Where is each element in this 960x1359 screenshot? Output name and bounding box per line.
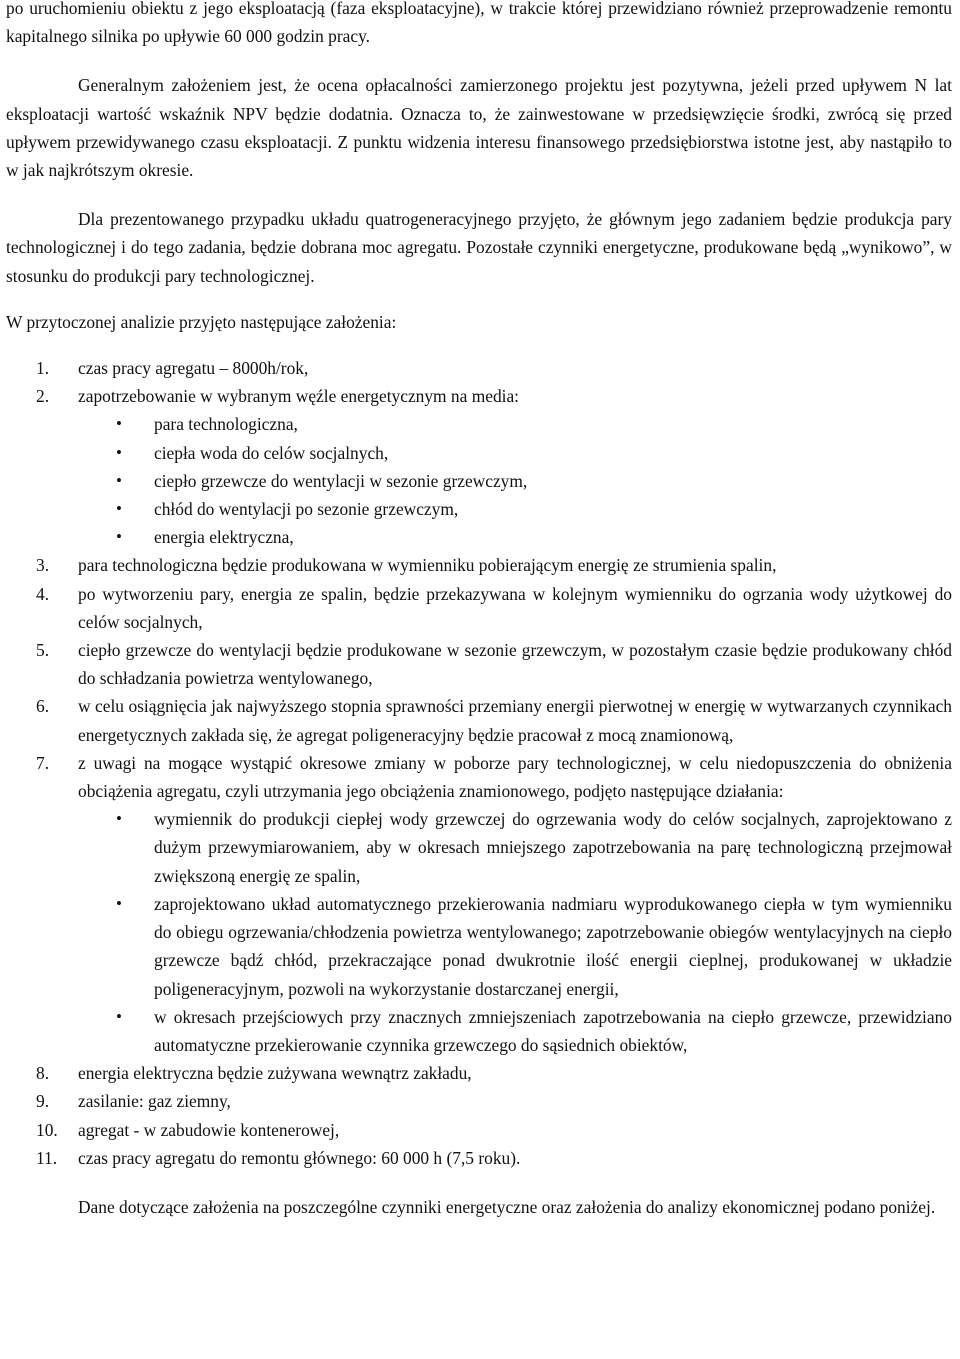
list-item: [6, 1116, 952, 1144]
actions-bullet-list: [78, 805, 952, 1059]
list-item: [6, 692, 952, 748]
list-number: 6.: [36, 696, 50, 717]
list-number: 8.: [36, 1063, 50, 1084]
list-number: 7.: [36, 752, 50, 773]
bullet-icon: •: [116, 527, 122, 547]
bullet-text: w okresach przejściowych przy znacznych zmniejszeniach zapotrzebowania na ciepło grzewcze, przewidziano automatyczne przekierowanie czynnika grzewczego do sąsiednich obiektów,: [154, 1006, 952, 1055]
list-item-text: czas pracy agregatu – 8000h/rok,: [78, 358, 309, 379]
bullet-item: [78, 467, 952, 495]
paragraph-quatrogeneration: Dla prezentowanego przypadku układu quatrogeneracyjnego przyjęto, że głównym jego zadaniem będzie produkcja pary technologicznej i do tego zadania, będzie dobrana moc agregatu. Pozostałe czynniki energetyczne, produkowane będą „wynikowo”, w stosunku do produkcji pary technologicznej.: [6, 209, 952, 286]
list-number: 3.: [36, 555, 50, 576]
bullet-text: zaprojektowano układ automatycznego przekierowania nadmiaru wyprodukowanego ciepła w tym wymienniku do obiegu ogrzewania/chłodzenia powietrza wentylowanego; zapotrzebowanie obiegów wentylacyjnych na ciepło grzewcze bądź chłód, przekraczające ponad dwukrotnie ilość energii cieplnej, produkowanej w układzie poligeneracyjnym, pozwoli na wykorzystanie dostarczanej energii,: [154, 893, 952, 999]
list-number: 9.: [36, 1091, 50, 1112]
bullet-icon: •: [116, 893, 122, 913]
bullet-item: [78, 495, 952, 523]
list-item-text: czas pracy agregatu do remontu głównego: 60 000 h (7,5 roku).: [78, 1147, 521, 1168]
list-item: [6, 1144, 952, 1172]
bullet-text: wymiennik do produkcji ciepłej wody grzewczej do ogrzewania wody do celów socjalnych, zaprojektowano z dużym przewymiarowaniem, aby w okresach mniejszego zapotrzebowania na parę technologiczną przejmował zwiększoną energię ze spalin,: [154, 809, 952, 886]
bullet-item: [78, 439, 952, 467]
bullet-item: [78, 890, 952, 1003]
list-number: 1.: [36, 358, 50, 379]
bullet-item: [78, 523, 952, 551]
list-item-text: w celu osiągnięcia jak najwyższego stopnia sprawności przemiany energii pierwotnej w energię w wytwarzanych czynnikach energetycznych zakłada się, że agregat poligeneracyjny będzie pracował z mocą znamionową,: [78, 696, 952, 745]
list-item-text: zasilanie: gaz ziemny,: [78, 1091, 231, 1112]
list-item: [6, 636, 952, 692]
bullet-icon: •: [116, 809, 122, 829]
paragraph-intro-continuation: po uruchomieniu obiektu z jego eksploatacją (faza eksploatacyjne), w trakcie której przewidziano również przeprowadzenie remontu kapitalnego silnika po upływie 60 000 godzin pracy.: [6, 0, 952, 47]
bullet-text: ciepła woda do celów socjalnych,: [154, 442, 389, 463]
paragraph-assumptions-intro: W przytoczonej analizie przyjęto następujące założenia:: [6, 311, 397, 332]
paragraph-npv-assumption: Generalnym założeniem jest, że ocena opłacalności zamierzonego projektu jest pozytywna, jeżeli przed upływem N lat eksploatacji wartość wskaźnik NPV będzie dodatnia. Oznacza to, że zainwestowane w przedsięwzięcie środki, zwrócą się przed upływem przewidywanego czasu eksploatacji. Z punktu widzenia interesu finansowego przedsiębiorstwa istotne jest, aby nastąpiło to w jak najkrótszym okresie.: [6, 75, 952, 181]
list-item: [6, 1087, 952, 1115]
list-item: [6, 749, 952, 1059]
bullet-icon: •: [116, 442, 122, 462]
list-item: [6, 1059, 952, 1087]
bullet-text: para technologiczna,: [154, 414, 298, 435]
list-item-text: z uwagi na mogące wystąpić okresowe zmiany w poborze pary technologicznej, w celu niedopuszczenia do obniżenia obciążenia agregatu, czyli utrzymania jego obciążenia znamionowego, podjęto następujące działania:: [78, 752, 952, 802]
bullet-text: energia elektryczna,: [154, 527, 294, 548]
paragraph-closing: Dane dotyczące założenia na poszczególne czynniki energetyczne oraz założenia do analizy ekonomicznej podano poniżej.: [78, 1196, 936, 1217]
bullet-text: chłód do wentylacji po sezonie grzewczym,: [154, 499, 459, 520]
list-item-text: agregat - w zabudowie kontenerowej,: [78, 1119, 340, 1140]
list-item-text: energia elektryczna będzie zużywana wewnątrz zakładu,: [78, 1063, 472, 1084]
list-item-text: ciepło grzewcze do wentylacji będzie produkowane w sezonie grzewczym, w pozostałym czasie będzie produkowany chłód do schładzania powietrza wentylowanego,: [78, 640, 952, 689]
list-item-text: zapotrzebowanie w wybranym węźle energetycznym na media:: [78, 386, 520, 407]
list-item: [6, 580, 952, 636]
list-number: 2.: [36, 386, 50, 407]
list-number: 4.: [36, 583, 50, 604]
bullet-text: ciepło grzewcze do wentylacji w sezonie grzewczym,: [154, 470, 528, 491]
list-item: [6, 354, 952, 382]
list-item: [6, 382, 952, 551]
list-number: 11.: [36, 1147, 58, 1168]
list-item: [6, 551, 952, 579]
list-item-text: para technologiczna będzie produkowana w wymienniku pobierającym energię ze strumienia spalin,: [78, 555, 777, 576]
bullet-icon: •: [116, 414, 122, 434]
bullet-icon: •: [116, 1006, 122, 1026]
list-number: 10.: [36, 1119, 58, 1140]
bullet-item: [78, 410, 952, 438]
list-item-text: po wytworzeniu pary, energia ze spalin, będzie przekazywana w kolejnym wymienniku do ogrzania wody użytkowej do celów socjalnych,: [78, 583, 952, 632]
bullet-icon: •: [116, 470, 122, 490]
bullet-item: [78, 1003, 952, 1059]
list-number: 5.: [36, 640, 50, 661]
assumptions-list: [6, 354, 952, 1172]
bullet-icon: •: [116, 499, 122, 519]
bullet-item: [78, 805, 952, 890]
media-bullet-list: [78, 410, 952, 551]
